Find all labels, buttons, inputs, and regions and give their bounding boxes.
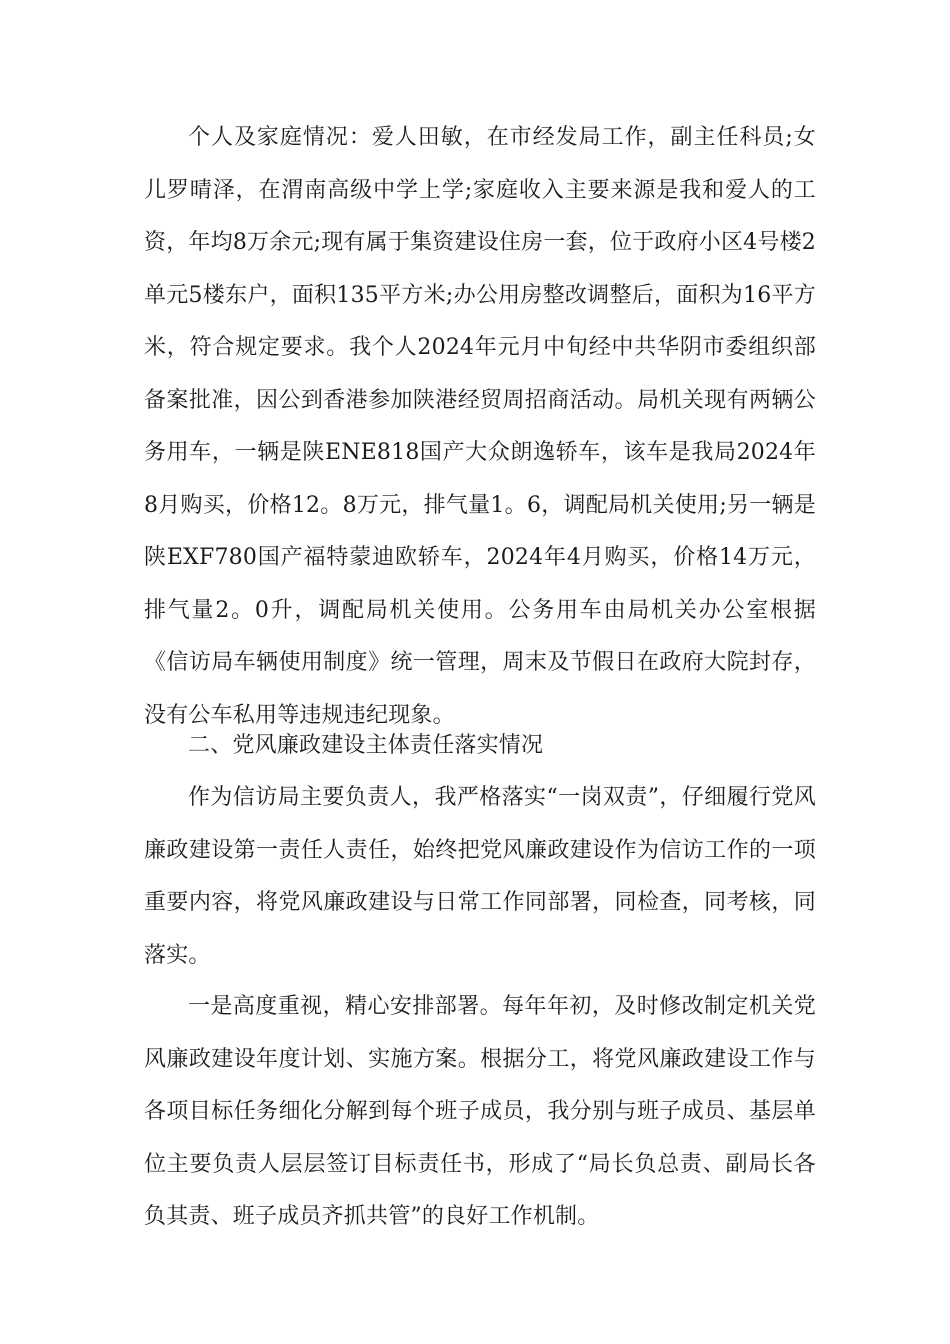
paragraph-first-point: 一是高度重视，精心安排部署。每年年初，及时修改制定机关党风廉政建设年度计划、实施方案。根据分工，将党风廉政建设工作与各项目标任务细化分解到每个班子成员，我分别与班子成员、基层单位主要负责人层层签订目标责任书，形成了“局长负总责、副局长各负其责、班子成员齐抓共管”的良好工作机制。 [144, 994, 816, 1229]
paragraph-personal-family: 个人及家庭情况：爱人田敏，在市经发局工作，副主任科员;女儿罗晴泽，在渭南高级中学上学;家庭收入主要来源是我和爱人的工资，年均8万余元;现有属于集资建设住房一套，位于政府小区4号楼2单元5楼东户，面积135平方米;办公用房整改调整后，面积为16平方米，符合规定要求。我个人2024年元月中旬经中共华阴市委组织部备案批准，因公到香港参加陕港经贸周招商活动。局机关现有两辆公务用车，一辆是陕ENE818国产大众朗逸轿车，该车是我局2024年8月购买，价格12。8万元，排气量1。6，调配局机关使用;另一辆是陕EXF780国产福特蒙迪欧轿车，2024年4月购买，价格14万元，排气量2。0升，调配局机关使用。公务用车由局机关办公室根据《信访局车辆使用制度》统一管理，周末及节假日在政府大院封存，没有公车私用等违规违纪现象。 [144, 125, 816, 728]
section-heading: 二、党风廉政建设主体责任落实情况 [188, 733, 544, 758]
paragraph-responsibility: 作为信访局主要负责人，我严格落实“一岗双责”，仔细履行党风廉政建设第一责任人责任，始终把党风廉政建设作为信访工作的一项重要内容，将党风廉政建设与日常工作同部署，同检查，同考核，同落实。 [144, 785, 816, 968]
